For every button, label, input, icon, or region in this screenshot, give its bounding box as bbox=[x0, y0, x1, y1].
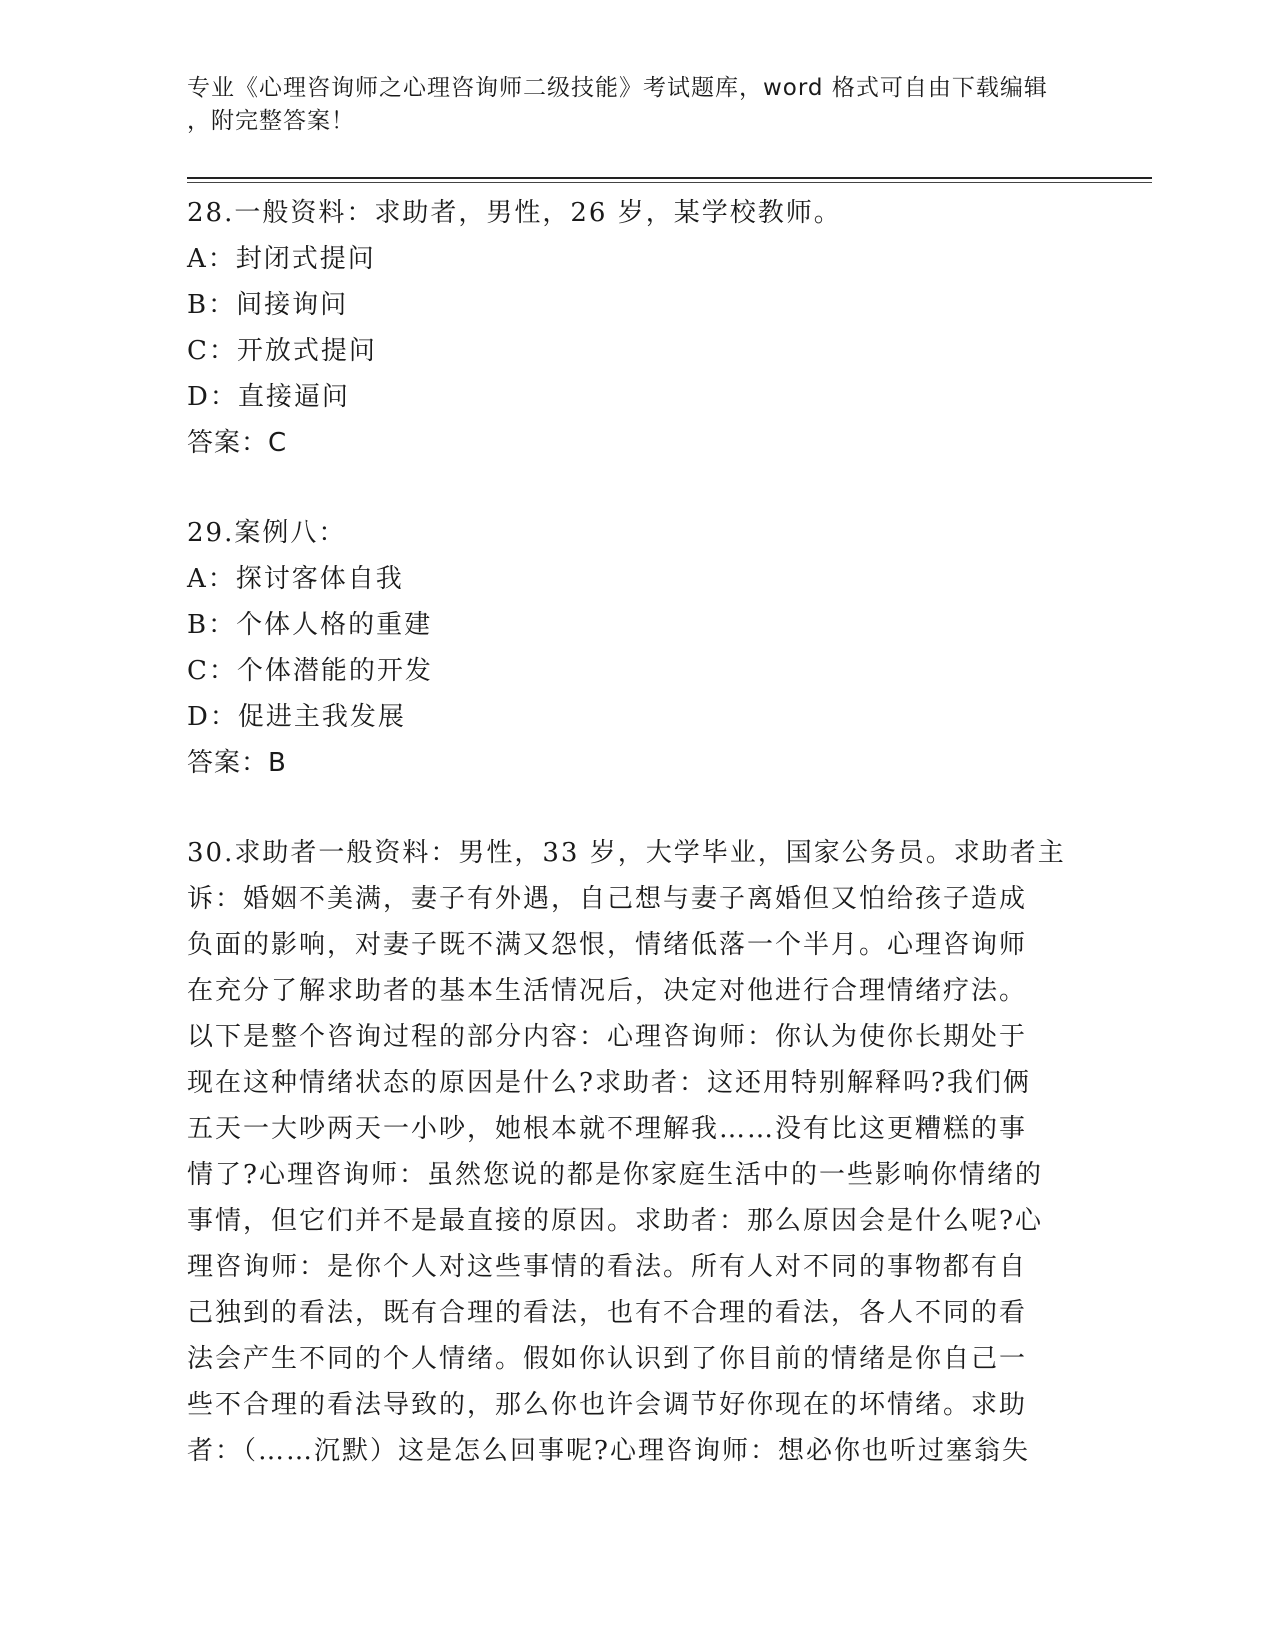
option-a: A：封闭式提问 bbox=[187, 244, 376, 274]
question-28 bbox=[187, 190, 1087, 466]
paragraph-line: 以下是整个咨询过程的部分内容：心理咨询师：你认为使你长期处于 bbox=[187, 1022, 1028, 1052]
question-stem: 28.一般资料：求助者，男性，26 岁，某学校教师。 bbox=[187, 198, 842, 228]
document-header bbox=[187, 72, 1067, 138]
option-c: C：开放式提问 bbox=[187, 336, 377, 366]
paragraph-line: 情了?心理咨询师：虽然您说的都是你家庭生活中的一些影响你情绪的 bbox=[187, 1160, 1043, 1190]
header-line-2: ，附完整答案！ bbox=[187, 108, 355, 134]
paragraph-line: 者：（……沉默）这是怎么回事呢?心理咨询师：想必你也听过塞翁失 bbox=[187, 1436, 1030, 1466]
paragraph-line: 些不合理的看法导致的，那么你也许会调节好你现在的坏情绪。求助 bbox=[187, 1390, 1028, 1420]
option-a: A：探讨客体自我 bbox=[187, 564, 404, 594]
option-d: D：促进主我发展 bbox=[187, 702, 406, 732]
option-d: D：直接逼问 bbox=[187, 382, 350, 412]
paragraph-line: 负面的影响，对妻子既不满又怨恨，情绪低落一个半月。心理咨询师 bbox=[187, 930, 1028, 960]
paragraph-line: 30.求助者一般资料：男性，33 岁，大学毕业，国家公务员。求助者主 bbox=[187, 838, 1066, 868]
paragraph-line: 在充分了解求助者的基本生活情况后，决定对他进行合理情绪疗法。 bbox=[187, 976, 1028, 1006]
question-29 bbox=[187, 510, 1087, 786]
option-c: C：个体潜能的开发 bbox=[187, 656, 433, 686]
question-stem: 29.案例八： bbox=[187, 518, 347, 548]
answer-label: 答案：B bbox=[187, 748, 287, 778]
paragraph-line: 理咨询师：是你个人对这些事情的看法。所有人对不同的事物都有自 bbox=[187, 1252, 1028, 1282]
paragraph-line: 五天一大吵两天一小吵，她根本就不理解我……没有比这更糟糕的事 bbox=[187, 1114, 1028, 1144]
header-line-1: 专业《心理咨询师之心理咨询师二级技能》考试题库，word 格式可自由下载编辑 bbox=[187, 75, 1048, 101]
paragraph-line: 法会产生不同的个人情绪。假如你认识到了你目前的情绪是你自己一 bbox=[187, 1344, 1028, 1374]
paragraph-line: 诉：婚姻不美满，妻子有外遇，自己想与妻子离婚但又怕给孩子造成 bbox=[187, 884, 1028, 914]
paragraph-line: 事情，但它们并不是最直接的原因。求助者：那么原因会是什么呢?心 bbox=[187, 1206, 1043, 1236]
paragraph-line: 己独到的看法，既有合理的看法，也有不合理的看法，各人不同的看 bbox=[187, 1298, 1028, 1328]
paragraph-line: 现在这种情绪状态的原因是什么?求助者：这还用特别解释吗?我们俩 bbox=[187, 1068, 1031, 1098]
answer-label: 答案：C bbox=[187, 428, 288, 458]
option-b: B：个体人格的重建 bbox=[187, 610, 433, 640]
document-body bbox=[187, 190, 1087, 1474]
question-30-text bbox=[187, 830, 1077, 1474]
header-divider-thick bbox=[187, 177, 1152, 179]
header-divider-thin bbox=[187, 182, 1152, 183]
option-b: B：间接询问 bbox=[187, 290, 349, 320]
